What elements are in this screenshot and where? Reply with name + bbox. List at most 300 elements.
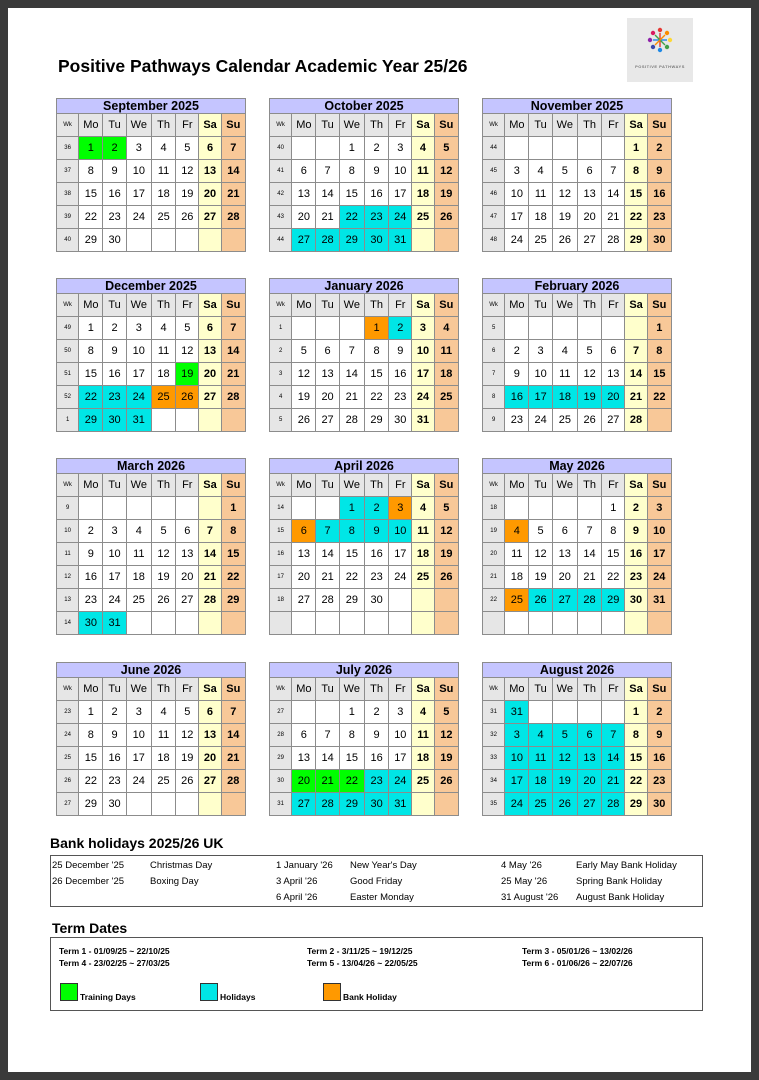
bank-holiday-name: Spring Bank Holiday [576, 876, 663, 887]
week-number: 18 [270, 589, 292, 612]
day-cell: 13 [199, 160, 221, 183]
term-dates-box [50, 937, 703, 1011]
day-header: Sa [412, 294, 434, 317]
day-cell: 28 [602, 793, 625, 816]
day-cell: 13 [316, 363, 339, 386]
day-cell: 17 [126, 363, 151, 386]
legend-bank-holiday-label: Bank Holiday [343, 992, 397, 1002]
day-header: We [552, 114, 577, 137]
week-row [270, 386, 459, 409]
day-cell: 9 [647, 160, 671, 183]
day-cell [292, 701, 316, 724]
day-cell: 3 [505, 724, 529, 747]
bank-holiday-name: Boxing Day [150, 876, 199, 887]
day-cell: 3 [389, 497, 412, 520]
day-header: Fr [389, 678, 412, 701]
day-cell [389, 589, 412, 612]
day-cell: 26 [434, 566, 458, 589]
day-cell [529, 497, 552, 520]
week-row [57, 566, 246, 589]
day-cell: 17 [529, 386, 552, 409]
week-row [483, 386, 672, 409]
day-header: Fr [176, 474, 199, 497]
day-cell: 9 [505, 363, 529, 386]
day-cell [577, 701, 601, 724]
day-cell: 2 [505, 340, 529, 363]
day-cell [176, 409, 199, 432]
day-cell: 5 [552, 160, 577, 183]
day-cell [647, 612, 671, 635]
day-cell: 22 [79, 386, 103, 409]
term-entry: Term 4 - 23/02/25 ~ 27/03/25 [59, 958, 170, 968]
bank-holiday-name: Good Friday [350, 876, 403, 887]
week-row [483, 589, 672, 612]
day-cell: 20 [577, 206, 601, 229]
day-cell: 16 [79, 566, 103, 589]
day-cell: 4 [412, 497, 434, 520]
week-row [57, 183, 246, 206]
day-cell [577, 497, 601, 520]
week-number: 33 [483, 747, 505, 770]
week-number: 35 [483, 793, 505, 816]
day-cell: 18 [412, 183, 434, 206]
day-cell [552, 701, 577, 724]
day-cell: 11 [412, 160, 434, 183]
day-header: Sa [199, 294, 221, 317]
day-cell: 7 [316, 160, 339, 183]
month-calendar [56, 662, 246, 816]
bank-holiday-name: New Year's Day [350, 860, 417, 871]
day-cell: 15 [625, 183, 647, 206]
day-cell: 26 [151, 589, 175, 612]
day-cell: 2 [103, 317, 126, 340]
day-header: Th [577, 474, 601, 497]
day-header: We [126, 294, 151, 317]
day-cell: 28 [199, 589, 221, 612]
bank-holiday-name: August Bank Holiday [576, 892, 665, 903]
day-cell: 21 [577, 566, 601, 589]
day-cell: 11 [412, 520, 434, 543]
day-cell: 17 [412, 363, 434, 386]
day-cell: 14 [339, 363, 364, 386]
day-cell: 13 [199, 724, 221, 747]
day-cell: 20 [292, 770, 316, 793]
day-header: Fr [176, 294, 199, 317]
day-cell: 16 [364, 183, 388, 206]
week-row [270, 793, 459, 816]
day-cell: 23 [505, 409, 529, 432]
day-header: We [126, 474, 151, 497]
logo-text: POSITIVE PATHWAYS [635, 64, 685, 69]
day-cell: 18 [434, 363, 458, 386]
week-row [57, 589, 246, 612]
day-cell: 17 [505, 770, 529, 793]
day-cell: 21 [602, 206, 625, 229]
day-cell: 23 [364, 566, 388, 589]
day-cell: 25 [505, 589, 529, 612]
day-cell: 16 [364, 543, 388, 566]
week-row [57, 160, 246, 183]
day-cell: 22 [364, 386, 388, 409]
week-row [57, 206, 246, 229]
week-number: 20 [483, 543, 505, 566]
day-header: Su [221, 474, 245, 497]
day-cell: 7 [339, 340, 364, 363]
day-cell: 2 [103, 701, 126, 724]
day-cell: 30 [364, 229, 388, 252]
day-cell: 1 [221, 497, 245, 520]
week-row [57, 409, 246, 432]
day-header: Sa [199, 114, 221, 137]
day-cell: 10 [647, 520, 671, 543]
day-cell: 25 [151, 386, 175, 409]
day-header: Su [221, 678, 245, 701]
week-row [57, 340, 246, 363]
week-row [57, 770, 246, 793]
day-cell: 29 [79, 229, 103, 252]
day-cell: 16 [647, 183, 671, 206]
week-number: 30 [270, 770, 292, 793]
day-cell: 11 [412, 724, 434, 747]
day-cell: 15 [364, 363, 388, 386]
week-row [270, 747, 459, 770]
week-number: 28 [270, 724, 292, 747]
week-row [270, 520, 459, 543]
week-number: 29 [270, 747, 292, 770]
week-row [270, 229, 459, 252]
bank-holiday-name: Early May Bank Holiday [576, 860, 677, 871]
day-cell: 20 [316, 386, 339, 409]
month-title: September 2025 [57, 99, 246, 114]
week-number: 50 [57, 340, 79, 363]
week-header: Wk [57, 114, 79, 137]
week-row [483, 229, 672, 252]
week-header: Wk [270, 294, 292, 317]
day-cell: 24 [412, 386, 434, 409]
day-cell: 4 [126, 520, 151, 543]
day-cell: 17 [389, 747, 412, 770]
day-header: We [339, 294, 364, 317]
day-cell: 25 [412, 566, 434, 589]
week-number: 39 [57, 206, 79, 229]
day-header: Fr [602, 114, 625, 137]
day-header: Fr [176, 678, 199, 701]
day-cell: 5 [434, 701, 458, 724]
day-cell: 14 [316, 543, 339, 566]
day-cell [221, 409, 245, 432]
day-cell: 12 [292, 363, 316, 386]
day-cell: 1 [625, 137, 647, 160]
day-cell: 24 [126, 206, 151, 229]
day-cell: 14 [602, 747, 625, 770]
term-entry: Term 3 - 05/01/26 ~ 13/02/26 [522, 946, 633, 956]
day-cell [412, 793, 434, 816]
day-header: Tu [529, 678, 552, 701]
bank-holiday-date: 31 August '26 [501, 892, 559, 903]
day-cell: 20 [602, 386, 625, 409]
day-cell: 27 [577, 793, 601, 816]
week-number: 1 [270, 317, 292, 340]
day-cell: 6 [176, 520, 199, 543]
day-cell: 26 [577, 409, 601, 432]
day-cell: 9 [364, 520, 388, 543]
day-cell: 7 [221, 317, 245, 340]
week-number: 36 [57, 137, 79, 160]
week-row [270, 566, 459, 589]
legend-bank-holiday-swatch [323, 983, 341, 1001]
day-cell: 22 [339, 566, 364, 589]
day-header: Su [434, 114, 458, 137]
day-cell: 4 [412, 137, 434, 160]
day-cell: 7 [199, 520, 221, 543]
day-cell [412, 612, 434, 635]
day-cell: 4 [434, 317, 458, 340]
day-cell: 11 [529, 183, 552, 206]
day-header: Sa [625, 294, 647, 317]
day-cell: 30 [103, 793, 126, 816]
day-cell: 30 [79, 612, 103, 635]
day-cell: 7 [625, 340, 647, 363]
day-cell: 1 [339, 701, 364, 724]
day-cell [316, 612, 339, 635]
month-calendar [269, 278, 459, 432]
week-number: 27 [57, 793, 79, 816]
day-cell: 19 [434, 747, 458, 770]
day-cell [602, 701, 625, 724]
week-number: 14 [270, 497, 292, 520]
day-cell: 1 [339, 497, 364, 520]
day-cell: 19 [176, 747, 199, 770]
month-title: December 2025 [57, 279, 246, 294]
week-number: 44 [483, 137, 505, 160]
day-cell: 10 [126, 160, 151, 183]
bank-holiday-date: 25 December '25 [52, 860, 125, 871]
day-cell: 3 [647, 497, 671, 520]
day-cell: 22 [647, 386, 671, 409]
day-cell: 28 [221, 770, 245, 793]
day-cell: 6 [292, 160, 316, 183]
week-number: 6 [483, 340, 505, 363]
day-header: Tu [316, 678, 339, 701]
day-cell: 24 [647, 566, 671, 589]
day-cell: 15 [79, 183, 103, 206]
day-cell [176, 229, 199, 252]
day-cell: 8 [625, 160, 647, 183]
day-cell: 15 [79, 747, 103, 770]
day-cell [505, 497, 529, 520]
day-cell: 10 [389, 724, 412, 747]
week-row [57, 747, 246, 770]
day-header: Mo [79, 294, 103, 317]
day-cell [339, 612, 364, 635]
day-cell: 26 [552, 229, 577, 252]
day-cell: 23 [389, 386, 412, 409]
day-cell: 10 [389, 160, 412, 183]
day-cell [126, 793, 151, 816]
day-cell: 16 [389, 363, 412, 386]
day-cell: 19 [292, 386, 316, 409]
day-cell [151, 229, 175, 252]
day-cell [625, 317, 647, 340]
month-title: January 2026 [270, 279, 459, 294]
day-header: We [126, 114, 151, 137]
week-header: Wk [270, 474, 292, 497]
day-cell: 26 [176, 386, 199, 409]
month-title: April 2026 [270, 459, 459, 474]
bank-holiday-date: 3 April '26 [276, 876, 318, 887]
month-title: August 2026 [483, 663, 672, 678]
day-cell: 1 [79, 701, 103, 724]
month-calendar [56, 98, 246, 252]
day-cell: 19 [434, 183, 458, 206]
day-cell: 19 [176, 183, 199, 206]
day-cell: 11 [151, 160, 175, 183]
day-cell: 8 [625, 724, 647, 747]
day-header: Th [151, 474, 175, 497]
day-cell: 21 [199, 566, 221, 589]
day-cell: 3 [126, 701, 151, 724]
week-number: 13 [57, 589, 79, 612]
week-number: 8 [483, 386, 505, 409]
day-cell: 2 [79, 520, 103, 543]
day-cell: 1 [364, 317, 388, 340]
week-number: 48 [483, 229, 505, 252]
week-row [483, 701, 672, 724]
day-header: We [552, 474, 577, 497]
week-row [483, 770, 672, 793]
day-cell: 3 [103, 520, 126, 543]
week-header: Wk [270, 678, 292, 701]
day-cell: 26 [529, 589, 552, 612]
week-row [483, 183, 672, 206]
week-number: 32 [483, 724, 505, 747]
day-cell: 21 [316, 566, 339, 589]
day-cell: 9 [647, 724, 671, 747]
day-header: Tu [103, 678, 126, 701]
day-cell: 15 [339, 183, 364, 206]
day-cell: 4 [529, 724, 552, 747]
day-header: Mo [505, 678, 529, 701]
week-number: 11 [57, 543, 79, 566]
day-cell: 22 [625, 770, 647, 793]
week-header: Wk [57, 294, 79, 317]
day-header: Th [577, 678, 601, 701]
day-cell: 12 [151, 543, 175, 566]
day-cell [151, 612, 175, 635]
day-cell: 18 [151, 363, 175, 386]
day-cell [151, 793, 175, 816]
week-row [483, 137, 672, 160]
day-cell: 30 [389, 409, 412, 432]
day-cell [529, 137, 552, 160]
day-header: Tu [529, 294, 552, 317]
week-number: 47 [483, 206, 505, 229]
week-number: 17 [270, 566, 292, 589]
day-cell [199, 497, 221, 520]
day-cell: 27 [176, 589, 199, 612]
day-header: Mo [79, 678, 103, 701]
day-cell: 24 [389, 566, 412, 589]
bank-holiday-name: Christmas Day [150, 860, 213, 871]
day-cell: 15 [625, 747, 647, 770]
week-number: 26 [57, 770, 79, 793]
day-cell: 7 [316, 724, 339, 747]
day-cell: 31 [412, 409, 434, 432]
month-title: March 2026 [57, 459, 246, 474]
day-cell: 13 [292, 183, 316, 206]
day-cell: 11 [151, 724, 175, 747]
day-cell: 10 [505, 183, 529, 206]
day-cell: 30 [364, 589, 388, 612]
day-header: Mo [292, 678, 316, 701]
day-header: Tu [103, 474, 126, 497]
day-cell: 21 [221, 183, 245, 206]
month-calendar [269, 458, 459, 635]
day-cell: 27 [292, 589, 316, 612]
week-number: 46 [483, 183, 505, 206]
day-cell: 25 [529, 793, 552, 816]
week-number: 52 [57, 386, 79, 409]
day-cell: 21 [339, 386, 364, 409]
week-row [270, 317, 459, 340]
day-cell: 4 [505, 520, 529, 543]
week-number: 9 [57, 497, 79, 520]
day-cell: 21 [316, 770, 339, 793]
day-cell: 2 [364, 137, 388, 160]
week-header: Wk [483, 294, 505, 317]
day-cell: 6 [199, 317, 221, 340]
month-calendar [56, 278, 246, 432]
day-cell: 28 [625, 409, 647, 432]
day-header: Su [647, 678, 671, 701]
day-cell: 12 [577, 363, 601, 386]
day-cell: 4 [151, 137, 175, 160]
day-header: Th [151, 678, 175, 701]
day-cell [221, 793, 245, 816]
day-header: Su [647, 294, 671, 317]
day-cell: 28 [577, 589, 601, 612]
week-number: 19 [483, 520, 505, 543]
week-row [270, 497, 459, 520]
day-cell: 24 [126, 386, 151, 409]
week-number: 1 [57, 409, 79, 432]
day-cell: 18 [412, 747, 434, 770]
day-header: Sa [625, 474, 647, 497]
day-cell: 29 [364, 409, 388, 432]
day-cell: 12 [434, 724, 458, 747]
day-cell: 23 [647, 206, 671, 229]
day-cell: 19 [434, 543, 458, 566]
day-cell: 10 [389, 520, 412, 543]
day-cell: 22 [79, 206, 103, 229]
week-number: 42 [270, 183, 292, 206]
day-cell: 13 [602, 363, 625, 386]
month-title: June 2026 [57, 663, 246, 678]
day-cell: 28 [316, 589, 339, 612]
day-cell: 15 [339, 747, 364, 770]
day-cell: 2 [625, 497, 647, 520]
day-cell: 20 [199, 747, 221, 770]
week-number: 5 [270, 409, 292, 432]
day-cell [505, 137, 529, 160]
day-header: Mo [292, 474, 316, 497]
day-cell: 16 [364, 747, 388, 770]
week-number: 9 [483, 409, 505, 432]
week-row [483, 317, 672, 340]
day-cell: 27 [316, 409, 339, 432]
day-cell: 5 [552, 724, 577, 747]
day-cell: 30 [103, 409, 126, 432]
